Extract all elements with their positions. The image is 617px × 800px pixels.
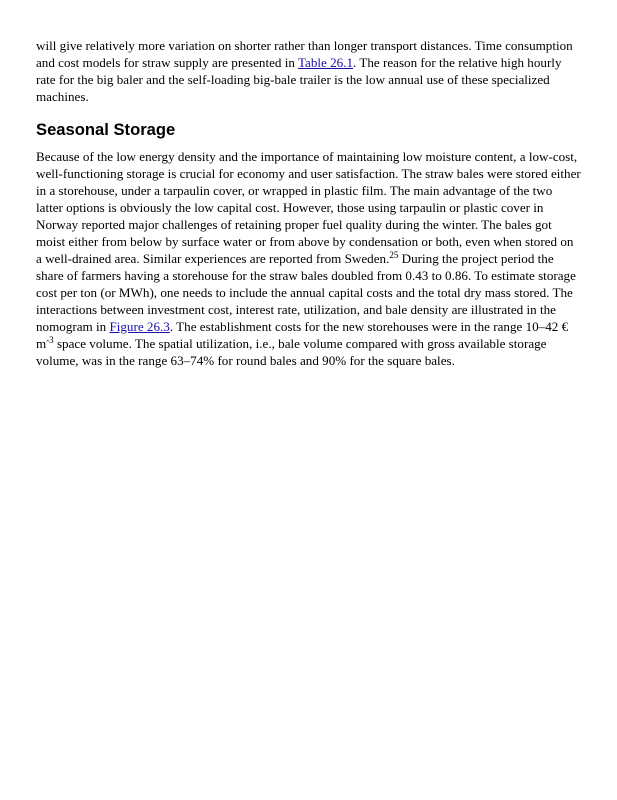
table-26-1-link[interactable]: Table 26.1 <box>297 55 354 70</box>
paragraph-text: . The establishment costs for the new storehouses were in the range 10–42 € m <box>36 319 569 351</box>
document-page <box>36 37 582 369</box>
paragraph-text: will give relatively more variation on shorter rather than longer transport distances. Time consumption and cost models for straw supply are presented in <box>36 38 573 70</box>
paragraph-text: space volume. The spatial utilization, i.e., bale volume compared with gross available storage volume, was in the range 63–74% for round bales and 90% for the square bales. <box>36 336 547 368</box>
paragraph-text: . The reason for the relative high hourly rate for the big baler and the self-loading big-bale trailer is the low annual use of these specialized machines. <box>36 55 562 104</box>
section-heading: Seasonal Storage <box>36 120 176 139</box>
unit-exponent: -3 <box>46 335 54 345</box>
paragraph-storage <box>36 148 582 369</box>
paragraph-text: Because of the low energy density and the importance of maintaining low moisture content, a low-cost, well-functioning storage is crucial for economy and user satisfaction. The straw bales were stored either in a storehouse, under a tarpaulin cover, or wrapped in plastic film. The main advantage of the two latter options is obviously the low capital cost. However, those using tarpaulin or plastic cover in Norway reported major challenges of retaining proper fuel quality during the winter. The bales got moist either from below by surface water or from above by condensation or both, even when stored on a well-drained area. Similar experiences are reported from Sweden. <box>36 149 581 266</box>
figure-26-3-link[interactable]: Figure 26.3 <box>109 319 170 334</box>
paragraph-transport <box>36 37 582 105</box>
paragraph-text: During the project period the share of farmers having a storehouse for the straw bales doubled from 0.43 to 0.86. To estimate storage cost per ton (or MWh), one needs to include the annual capital costs and the total dry mass stored. The interactions between investment cost, interest rate, utilization, and bale density are illustrated in the nomogram in <box>36 251 576 334</box>
footnote-25-marker[interactable]: 25 <box>389 250 399 260</box>
